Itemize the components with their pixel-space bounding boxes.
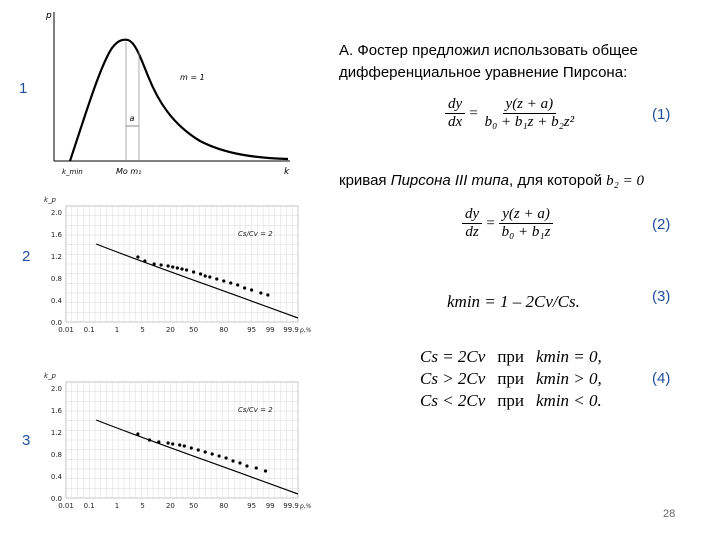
x-tick-label: 1	[114, 326, 120, 334]
x-tick-label: 20	[165, 326, 175, 334]
mode-tick: Mo m₁	[116, 167, 142, 176]
observed-point	[136, 255, 139, 258]
x-tick-label: 95	[247, 326, 257, 334]
figure-1-label: 1	[19, 80, 28, 97]
a-annotation: a	[129, 114, 135, 123]
observed-point	[204, 274, 207, 277]
conditions-table	[414, 346, 608, 412]
observed-point	[178, 443, 181, 446]
observed-point	[229, 281, 232, 284]
page-number: 28	[663, 508, 676, 520]
condition-row: Cs < 2Cv при kmin < 0.	[420, 391, 602, 410]
x-tick-label: 99.9	[283, 502, 299, 510]
eq2-lhs-top: dy	[462, 206, 482, 224]
equation-2: $\frac{dy}{dz}$ = $\frac{y(z + a)}{\text{b₀ + b₁z}}$	[462, 206, 553, 241]
observed-point	[153, 262, 156, 265]
y-tick-label: 1.2	[50, 429, 62, 437]
probability-plot-2	[30, 192, 312, 342]
y-tick-label: 1.2	[50, 253, 62, 261]
eq2-rhs-bot: b₀ + b₁z	[501, 224, 551, 240]
probability-plot-3	[30, 368, 312, 518]
equation-2-number: (2)	[652, 216, 671, 233]
y-tick-label: 0.0	[50, 319, 62, 327]
observed-point	[204, 450, 207, 453]
observed-point	[215, 277, 218, 280]
condition-row: Cs > 2Cv при kmin > 0,	[420, 369, 602, 388]
probability-chart-2	[30, 192, 312, 342]
kmin-tick: k_min	[62, 168, 83, 176]
x-tick-label: 0.1	[83, 326, 95, 334]
density-figure	[40, 6, 300, 182]
observed-point	[266, 293, 269, 296]
y-axis-label: k_p	[44, 196, 56, 204]
x-tick-label: 1	[114, 502, 120, 510]
observed-point	[208, 275, 211, 278]
intro-text: А. Фостер предложил использовать общее дифференциальное уравнение Пирсона:	[339, 42, 638, 81]
equation-4-number: (4)	[652, 370, 671, 387]
observed-point	[157, 440, 160, 443]
ratio-label: Cs/Cv = 2	[238, 230, 273, 238]
observed-point	[245, 464, 248, 467]
y-tick-label: 0.4	[50, 297, 62, 305]
x-tick-label: 80	[219, 326, 229, 334]
p-axis-label: p	[46, 11, 52, 21]
observed-point	[143, 259, 146, 262]
observed-point	[243, 286, 246, 289]
x-unit-label: p,%	[300, 503, 312, 510]
observed-point	[250, 288, 253, 291]
observed-point	[136, 432, 139, 435]
observed-point	[192, 270, 195, 273]
x-tick-label: 99	[265, 326, 275, 334]
eq1-rhs-bot: b₀ + b₁z + b₂z²	[484, 114, 575, 130]
figure-3-label: 3	[22, 432, 31, 449]
x-tick-label: 0.1	[83, 502, 95, 510]
observed-point	[224, 456, 227, 459]
observed-point	[236, 283, 239, 286]
y-tick-label: 0.0	[50, 495, 62, 503]
equation-1: $\frac{dy}{dx}$ = $\frac{y(z + a)}{\text{b₀ + b₁z + b₂z²}}$	[445, 96, 577, 131]
y-tick-label: 1.6	[50, 231, 62, 239]
observed-point	[199, 272, 202, 275]
observed-point	[166, 264, 169, 267]
x-tick-label: 95	[247, 502, 257, 510]
x-unit-label: p,%	[300, 327, 312, 334]
m-annotation: m = 1	[180, 73, 205, 82]
observed-point	[171, 265, 174, 268]
curve-prefix: кривая	[339, 172, 391, 189]
curve-type: Пирсона III типа	[390, 172, 509, 189]
x-tick-label: 20	[165, 502, 175, 510]
equation-3-number: (3)	[652, 288, 671, 305]
observed-point	[197, 448, 200, 451]
observed-point	[218, 454, 221, 457]
k-axis-label: k	[284, 167, 290, 177]
density-curve	[70, 40, 288, 161]
curve-text	[339, 170, 699, 192]
y-tick-label: 2.0	[50, 385, 62, 393]
ratio-label: Cs/Cv = 2	[238, 406, 273, 414]
y-tick-label: 0.4	[50, 473, 62, 481]
curve-suffix: , для которой	[508, 172, 607, 189]
observed-point	[190, 446, 193, 449]
observed-point	[264, 469, 267, 472]
y-tick-label: 1.6	[50, 407, 62, 415]
eq1-rhs-top: y(z + a)	[503, 96, 557, 114]
y-tick-label: 0.8	[50, 451, 62, 459]
observed-point	[166, 441, 169, 444]
x-tick-label: 0.01	[58, 502, 74, 510]
x-tick-label: 50	[189, 502, 199, 510]
eq2-rhs-top: y(z + a)	[499, 206, 553, 224]
y-tick-label: 2.0	[50, 209, 62, 217]
probability-chart-3	[30, 368, 312, 518]
observed-point	[211, 452, 214, 455]
x-tick-label: 0.01	[58, 326, 74, 334]
observed-point	[231, 459, 234, 462]
y-tick-label: 0.8	[50, 275, 62, 283]
observed-point	[160, 263, 163, 266]
eq1-lhs-top: dy	[445, 96, 465, 114]
observed-point	[183, 444, 186, 447]
observed-point	[171, 442, 174, 445]
x-tick-label: 99.9	[283, 326, 299, 334]
x-tick-label: 5	[140, 502, 145, 510]
eq2-lhs-bot: dz	[465, 224, 479, 240]
observed-point	[148, 438, 151, 441]
observed-point	[180, 267, 183, 270]
b2-condition: b₂ = 0	[606, 173, 644, 189]
density-plot	[40, 6, 300, 182]
y-axis-label: k_p	[44, 372, 56, 380]
x-tick-label: 50	[189, 326, 199, 334]
equation-3: kmin = 1 – 2Cv/Cs.	[447, 292, 580, 311]
eq1-lhs-bot: dx	[448, 114, 463, 130]
x-tick-label: 80	[219, 502, 229, 510]
observed-point	[238, 461, 241, 464]
observed-point	[222, 279, 225, 282]
observed-point	[255, 466, 258, 469]
condition-row: Cs = 2Cv при kmin = 0,	[420, 347, 602, 366]
figure-2-label: 2	[22, 248, 31, 265]
observed-point	[259, 291, 262, 294]
observed-point	[176, 266, 179, 269]
x-tick-label: 99	[265, 502, 275, 510]
equation-1-number: (1)	[652, 106, 671, 123]
observed-point	[185, 268, 188, 271]
x-tick-label: 5	[140, 326, 145, 334]
